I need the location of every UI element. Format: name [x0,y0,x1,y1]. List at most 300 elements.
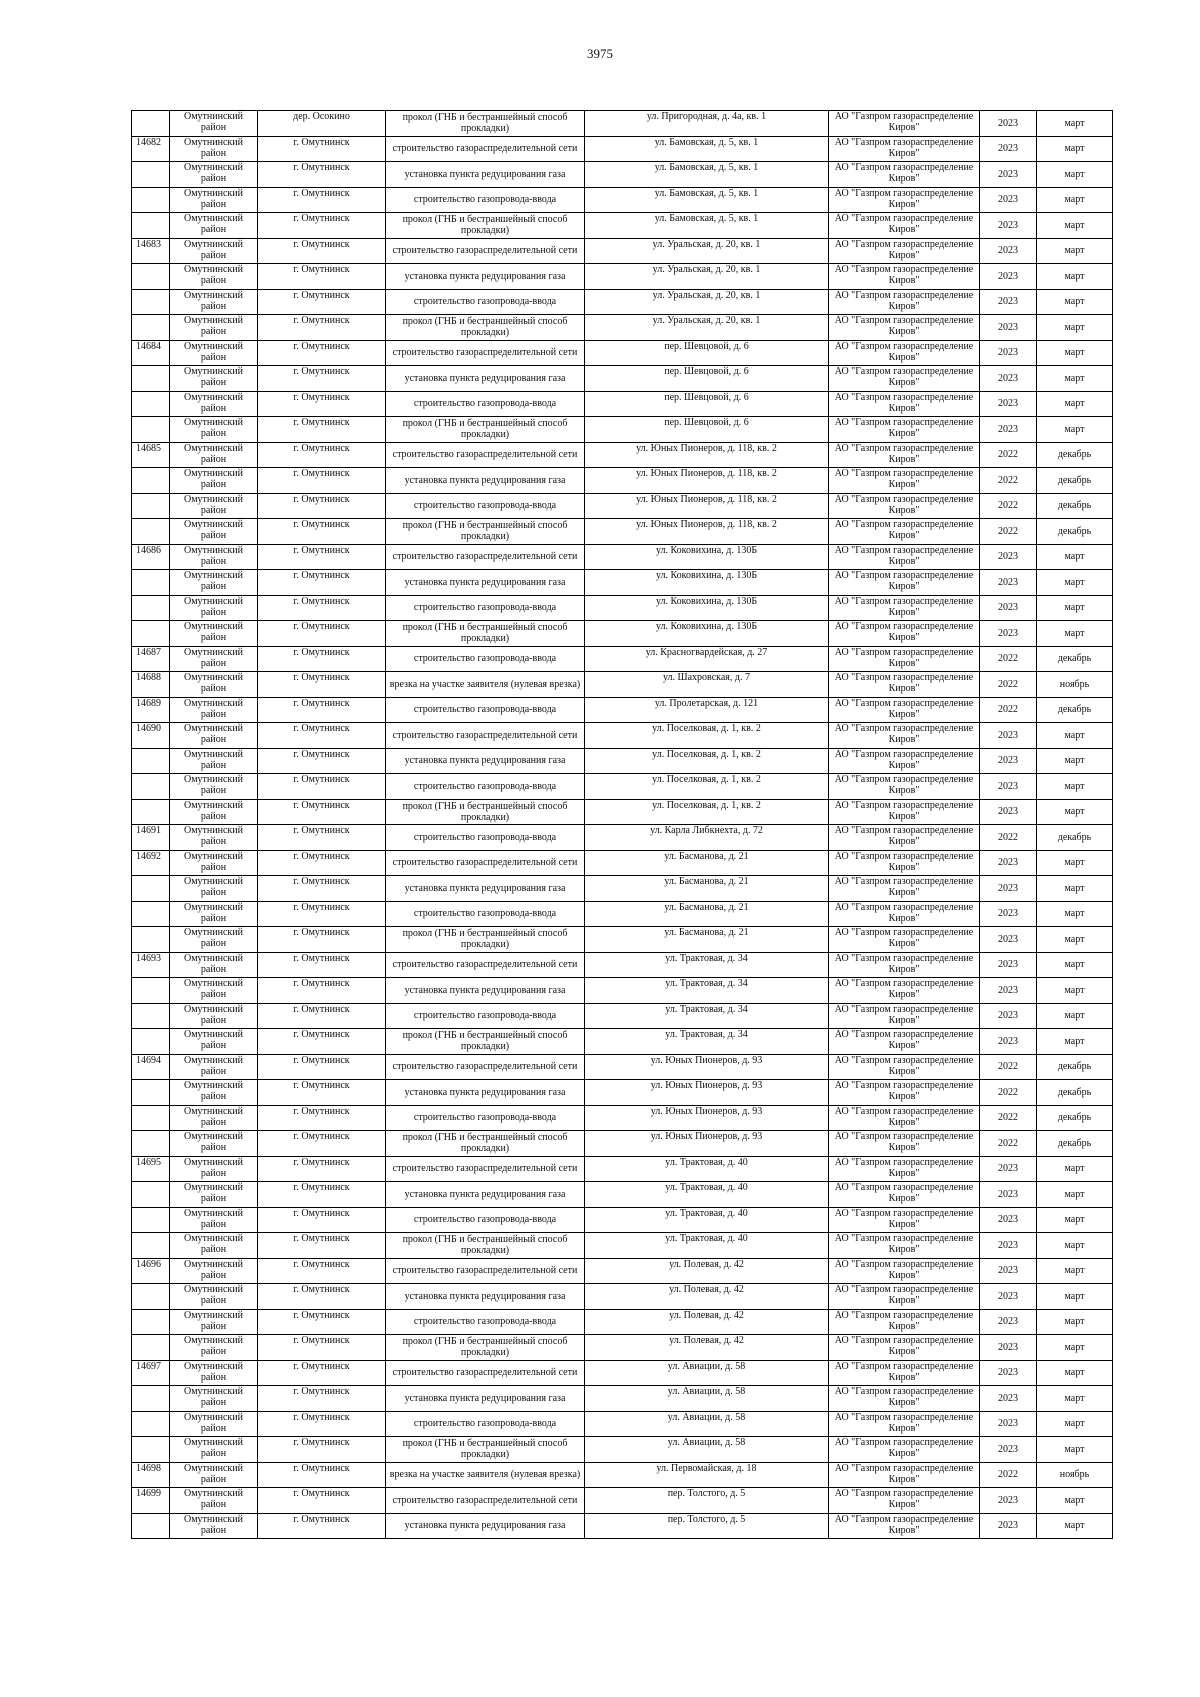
organization-cell [829,1003,980,1029]
year-cell-text: 2023 [998,1494,1018,1506]
locality-cell-text: г. Омутнинск [293,1029,350,1040]
locality-cell-text: г. Омутнинск [293,1360,350,1372]
month-cell [1037,1156,1113,1182]
locality-cell [258,1156,386,1182]
organization-cell-text: АО "Газпром газораспределение Киров" [834,697,974,720]
locality-cell-text: г. Омутнинск [293,1258,350,1270]
year-cell [980,646,1037,672]
organization-cell [829,1233,980,1259]
month-cell-text: март [1064,1239,1085,1251]
work-type-cell [386,825,585,851]
record-number-cell [132,1258,170,1284]
organization-cell [829,1207,980,1233]
district-cell [170,1513,258,1539]
organization-cell-text: АО "Газпром газораспределение Киров" [834,621,974,643]
address-cell [585,1386,829,1412]
organization-cell-text: АО "Газпром газораспределение Киров" [834,1360,974,1383]
address-cell [585,1156,829,1182]
record-number-cell [132,876,170,902]
year-cell-text: 2022 [998,474,1018,486]
work-type-cell-text: строительство газопровода-ввода [413,1010,557,1022]
district-cell [170,264,258,290]
month-cell-text: декабрь [1057,653,1092,665]
record-number-cell [132,646,170,672]
organization-cell [829,621,980,647]
month-cell [1037,1080,1113,1106]
record-number-cell [132,927,170,953]
district-cell [170,1054,258,1080]
year-cell [980,799,1037,825]
locality-cell [258,1258,386,1284]
year-cell-text: 2023 [998,1035,1018,1047]
year-cell-text: 2023 [998,296,1018,308]
address-cell [585,315,829,341]
month-cell [1037,1513,1113,1539]
year-cell-text: 2023 [998,1214,1018,1226]
year-cell-text: 2023 [998,423,1018,435]
month-cell-text: март [1064,321,1085,333]
table-row [132,111,1113,137]
month-cell [1037,1029,1113,1055]
record-number-cell [132,799,170,825]
month-cell-text: март [1064,755,1085,767]
locality-cell [258,850,386,876]
district-cell [170,952,258,978]
month-cell [1037,1335,1113,1361]
year-cell-text: 2023 [998,729,1018,741]
record-number-cell [132,1335,170,1361]
month-cell-text: март [1064,780,1085,792]
address-cell [585,1309,829,1335]
year-cell-text: 2023 [998,1418,1018,1430]
organization-cell [829,748,980,774]
district-cell [170,672,258,698]
month-cell-text: декабрь [1057,474,1092,486]
record-number-cell [132,774,170,800]
year-cell-text: 2023 [998,576,1018,588]
organization-cell-text: АО "Газпром газораспределение Киров" [834,1156,974,1179]
table-row [132,468,1113,494]
table-row [132,1360,1113,1386]
address-cell-text: ул. Полевая, д. 42 [669,1309,744,1321]
year-cell [980,238,1037,264]
month-cell [1037,111,1113,137]
work-type-cell-text: строительство газораспределительной сети [392,1061,578,1073]
month-cell-text: март [1064,219,1085,231]
address-cell [585,264,829,290]
work-type-cell-text: врезка на участке заявителя (нулевая врезка) [389,1469,581,1481]
district-cell-text: Омутнинский район [184,952,243,975]
table-row [132,672,1113,698]
record-number-cell [132,519,170,545]
organization-cell-text: АО "Газпром газораспределение Киров" [834,1284,974,1306]
organization-cell [829,544,980,570]
record-number-cell [132,111,170,137]
work-type-cell-text: строительство газораспределительной сети [392,347,578,359]
record-number-cell [132,1054,170,1080]
year-cell-text: 2023 [998,984,1018,996]
month-cell [1037,1054,1113,1080]
address-cell [585,595,829,621]
record-number-cell-text: 14687 [136,646,161,658]
address-cell [585,1284,829,1310]
organization-cell-text: АО "Газпром газораспределение Киров" [834,850,974,873]
organization-cell [829,366,980,392]
month-cell-text: декабрь [1057,1086,1092,1098]
work-type-cell [386,570,585,596]
locality-cell-text: г. Омутнинск [293,493,350,505]
record-number-cell-text: 14691 [136,825,161,836]
district-cell-text: Омутнинский район [184,1335,243,1357]
address-cell [585,825,829,851]
organization-cell-text: АО "Газпром газораспределение Киров" [834,1309,974,1332]
month-cell [1037,519,1113,545]
organization-cell [829,1488,980,1514]
district-cell-text: Омутнинский район [184,1156,243,1179]
work-type-cell [386,748,585,774]
locality-cell-text: г. Омутнинск [293,1411,350,1423]
organization-cell [829,289,980,315]
locality-cell [258,468,386,494]
organization-cell [829,1182,980,1208]
address-cell-text: ул. Карла Либкнехта, д. 72 [650,825,763,836]
month-cell [1037,595,1113,621]
address-cell-text: ул. Пролетарская, д. 121 [654,697,759,709]
record-number-cell [132,366,170,392]
address-cell-text: ул. Авиации, д. 58 [667,1437,746,1448]
year-cell-text: 2022 [998,1112,1018,1124]
month-cell-text: декабрь [1057,1137,1092,1149]
locality-cell-text: г. Омутнинск [293,366,350,377]
address-cell-text: ул. Юных Пионеров, д. 118, кв. 2 [636,442,777,454]
work-type-cell [386,1105,585,1131]
year-cell [980,570,1037,596]
month-cell [1037,1233,1113,1259]
month-cell-text: март [1064,194,1085,206]
record-number-cell [132,1437,170,1463]
table-row [132,748,1113,774]
locality-cell-text: г. Омутнинск [293,1105,350,1117]
month-cell-text: ноябрь [1059,1469,1090,1481]
year-cell-text: 2023 [998,857,1018,869]
address-cell-text: ул. Полевая, д. 42 [669,1284,744,1295]
month-cell [1037,697,1113,723]
year-cell-text: 2023 [998,1265,1018,1277]
work-type-cell [386,264,585,290]
work-type-cell-text: строительство газораспределительной сети [392,551,578,563]
month-cell-text: ноябрь [1059,678,1090,690]
organization-cell [829,1335,980,1361]
year-cell-text: 2023 [998,882,1018,894]
record-number-cell [132,1513,170,1539]
district-cell [170,366,258,392]
address-cell [585,442,829,468]
table-row [132,1054,1113,1080]
address-cell [585,1488,829,1514]
district-cell [170,1029,258,1055]
locality-cell-text: г. Омутнинск [293,952,350,964]
record-number-cell-text: 14693 [136,952,161,964]
work-type-cell [386,1233,585,1259]
organization-cell-text: АО "Газпром газораспределение Киров" [834,213,974,235]
year-cell-text: 2023 [998,602,1018,614]
locality-cell [258,1335,386,1361]
district-cell-text: Омутнинский район [184,1029,243,1051]
month-cell [1037,1411,1113,1437]
organization-cell [829,901,980,927]
district-cell-text: Омутнинский район [184,1411,243,1434]
month-cell [1037,340,1113,366]
work-type-cell-text: прокол (ГНБ и бестраншейный способ прокладки) [402,1438,568,1461]
work-type-cell [386,162,585,188]
month-cell-text: март [1064,423,1085,435]
address-cell-text: пер. Толстого, д. 5 [667,1513,746,1525]
district-cell [170,1233,258,1259]
work-type-cell-text: установка пункта редуцирования газа [404,1086,566,1098]
locality-cell-text: г. Омутнинск [293,1284,350,1295]
locality-cell [258,1360,386,1386]
work-type-cell [386,1284,585,1310]
table-row [132,289,1113,315]
address-cell-text: ул. Коковихина, д. 130Б [655,595,758,607]
year-cell [980,289,1037,315]
record-number-cell [132,1182,170,1208]
locality-cell [258,1207,386,1233]
year-cell-text: 2022 [998,678,1018,690]
address-cell-text: ул. Бамовская, д. 5, кв. 1 [654,187,759,199]
work-type-cell [386,1207,585,1233]
record-number-cell [132,1284,170,1310]
organization-cell-text: АО "Газпром газораспределение Киров" [834,1080,974,1102]
district-cell [170,493,258,519]
district-cell-text: Омутнинский район [184,825,243,847]
year-cell-text: 2022 [998,653,1018,665]
locality-cell-text: г. Омутнинск [293,1335,350,1346]
record-number-cell [132,391,170,417]
district-cell-text: Омутнинский район [184,1131,243,1153]
locality-cell [258,1003,386,1029]
address-cell [585,850,829,876]
organization-cell-text: АО "Газпром газораспределение Киров" [834,1054,974,1077]
organization-cell [829,1131,980,1157]
month-cell [1037,1003,1113,1029]
work-type-cell-text: прокол (ГНБ и бестраншейный способ прокладки) [402,800,568,823]
year-cell-text: 2023 [998,398,1018,410]
address-cell [585,748,829,774]
month-cell [1037,1207,1113,1233]
district-cell-text: Омутнинский район [184,1462,243,1485]
organization-cell-text: АО "Газпром газораспределение Киров" [834,519,974,541]
address-cell-text: ул. Басманова, д. 21 [664,850,749,862]
month-cell [1037,1131,1113,1157]
month-cell [1037,978,1113,1004]
table-row [132,1233,1113,1259]
month-cell-text: март [1064,245,1085,257]
month-cell-text: март [1064,1163,1085,1175]
organization-cell-text: АО "Газпром газораспределение Киров" [834,901,974,924]
work-type-cell [386,111,585,137]
month-cell-text: март [1064,908,1085,920]
record-number-cell [132,621,170,647]
address-cell [585,544,829,570]
table-row [132,595,1113,621]
record-number-cell [132,1207,170,1233]
locality-cell [258,111,386,137]
locality-cell-text: г. Омутнинск [293,570,350,581]
district-cell-text: Омутнинский район [184,1233,243,1255]
address-cell-text: ул. Трактовая, д. 40 [665,1156,748,1168]
address-cell-text: ул. Поселковая, д. 1, кв. 2 [652,799,761,811]
address-cell-text: ул. Юных Пионеров, д. 93 [650,1054,763,1066]
work-type-cell-text: установка пункта редуцирования газа [404,1188,566,1200]
locality-cell [258,952,386,978]
district-cell-text: Омутнинский район [184,774,243,796]
district-cell-text: Омутнинский район [184,264,243,286]
locality-cell-text: г. Омутнинск [293,213,350,224]
table-row [132,825,1113,851]
organization-cell-text: АО "Газпром газораспределение Киров" [834,952,974,975]
district-cell-text: Омутнинский район [184,544,243,567]
year-cell [980,417,1037,443]
district-cell [170,468,258,494]
work-type-cell [386,876,585,902]
organization-cell [829,1054,980,1080]
district-cell [170,1386,258,1412]
year-cell [980,952,1037,978]
organization-cell-text: АО "Газпром газораспределение Киров" [834,340,974,363]
locality-cell [258,1029,386,1055]
work-type-cell [386,238,585,264]
organization-cell-text: АО "Газпром газораспределение Киров" [834,1258,974,1281]
address-cell [585,111,829,137]
work-type-cell-text: строительство газораспределительной сети [392,729,578,741]
district-cell-text: Омутнинский район [184,1488,243,1510]
work-type-cell [386,1411,585,1437]
locality-cell-text: г. Омутнинск [293,850,350,862]
work-type-cell-text: установка пункта редуцирования газа [404,474,566,486]
month-cell-text: март [1064,882,1085,894]
district-cell [170,442,258,468]
year-cell [980,927,1037,953]
address-cell [585,1233,829,1259]
locality-cell [258,519,386,545]
address-cell-text: ул. Уральская, д. 20, кв. 1 [652,264,761,275]
record-number-cell [132,1131,170,1157]
month-cell [1037,442,1113,468]
work-type-cell-text: строительство газораспределительной сети [392,1367,578,1379]
year-cell [980,1080,1037,1106]
year-cell-text: 2023 [998,321,1018,333]
work-type-cell [386,850,585,876]
address-cell [585,1207,829,1233]
district-cell-text: Омутнинский район [184,1080,243,1102]
address-cell-text: ул. Поселковая, д. 1, кв. 2 [652,748,761,760]
organization-cell [829,1105,980,1131]
address-cell-text: ул. Трактовая, д. 40 [665,1207,748,1219]
locality-cell [258,1284,386,1310]
district-cell [170,1360,258,1386]
district-cell-text: Омутнинский район [184,1207,243,1230]
locality-cell [258,544,386,570]
address-cell-text: ул. Уральская, д. 20, кв. 1 [652,315,761,326]
record-number-cell [132,672,170,698]
organization-cell-text: АО "Газпром газораспределение Киров" [834,748,974,771]
year-cell [980,595,1037,621]
work-type-cell [386,1309,585,1335]
year-cell-text: 2022 [998,1137,1018,1149]
work-type-cell-text: строительство газопровода-ввода [413,398,557,410]
address-cell [585,978,829,1004]
record-number-cell [132,340,170,366]
locality-cell-text: г. Омутнинск [293,1003,350,1015]
organization-cell-text: АО "Газпром газораспределение Киров" [834,544,974,567]
record-number-cell [132,238,170,264]
month-cell [1037,748,1113,774]
registry-body [132,111,1113,1539]
year-cell [980,493,1037,519]
address-cell [585,1105,829,1131]
year-cell [980,315,1037,341]
work-type-cell [386,697,585,723]
table-row [132,1386,1113,1412]
month-cell [1037,825,1113,851]
locality-cell-text: дер. Осокино [293,111,350,122]
address-cell-text: пер. Толстого, д. 5 [667,1488,746,1499]
district-cell-text: Омутнинский район [184,570,243,592]
organization-cell [829,825,980,851]
month-cell [1037,1105,1113,1131]
district-cell [170,213,258,239]
district-cell [170,519,258,545]
address-cell-text: ул. Красногвардейская, д. 27 [645,646,768,658]
organization-cell-text: АО "Газпром газораспределение Киров" [834,595,974,618]
organization-cell-text: АО "Газпром газораспределение Киров" [834,289,974,312]
organization-cell-text: АО "Газпром газораспределение Киров" [834,927,974,949]
locality-cell [258,1105,386,1131]
month-cell [1037,1284,1113,1310]
locality-cell-text: г. Омутнинск [293,1309,350,1321]
address-cell [585,417,829,443]
address-cell-text: ул. Трактовая, д. 40 [665,1233,748,1244]
organization-cell [829,952,980,978]
record-number-cell-text: 14682 [136,136,161,148]
organization-cell-text: АО "Газпром газораспределение Киров" [834,111,974,133]
address-cell-text: пер. Шевцовой, д. 6 [664,417,749,428]
address-cell-text: ул. Бамовская, д. 5, кв. 1 [654,162,759,173]
month-cell-text: март [1064,1520,1085,1532]
district-cell [170,289,258,315]
record-number-cell-text: 14696 [136,1258,161,1270]
organization-cell [829,1080,980,1106]
work-type-cell-text: строительство газопровода-ввода [413,704,557,716]
work-type-cell [386,952,585,978]
work-type-cell-text: прокол (ГНБ и бестраншейный способ прокладки) [402,928,568,951]
record-number-cell [132,1386,170,1412]
organization-cell-text: АО "Газпром газораспределение Киров" [834,1462,974,1485]
locality-cell [258,1513,386,1539]
year-cell [980,468,1037,494]
district-cell [170,774,258,800]
month-cell-text: март [1064,627,1085,639]
month-cell [1037,901,1113,927]
year-cell [980,1335,1037,1361]
district-cell-text: Омутнинский район [184,1105,243,1128]
organization-cell-text: АО "Газпром газораспределение Киров" [834,1182,974,1204]
locality-cell [258,595,386,621]
work-type-cell [386,1156,585,1182]
month-cell-text: март [1064,1367,1085,1379]
locality-cell-text: г. Омутнинск [293,1233,350,1244]
